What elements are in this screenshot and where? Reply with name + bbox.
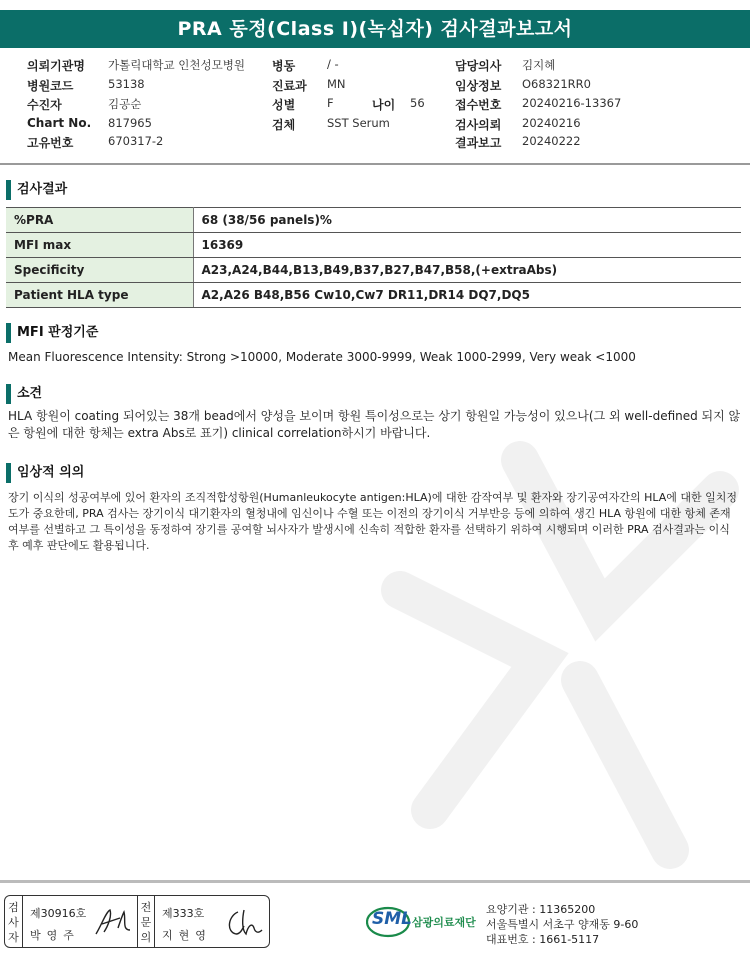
specimen-label: 검체 — [272, 118, 296, 132]
report-date-label: 결과보고 — [455, 136, 502, 150]
unique-no-label: 고유번호 — [27, 136, 74, 150]
examiner-license-no: 제30916호 — [30, 907, 87, 920]
department-value: MN — [327, 77, 346, 91]
table-row — [6, 283, 741, 308]
result-key-hla-type: Patient HLA type — [6, 283, 193, 308]
info-row-5 — [0, 134, 750, 152]
info-row-2 — [0, 77, 750, 95]
request-date-value: 20240216 — [522, 116, 581, 130]
org-phone: 대표번호 : 1661-5117 — [486, 933, 600, 946]
patient-info — [0, 55, 750, 151]
org-name: 삼광의료재단 — [412, 916, 476, 929]
examiner-cell — [24, 896, 137, 948]
table-row — [6, 208, 741, 233]
unique-no-value: 670317-2 — [108, 134, 164, 148]
hospital-code-label: 병원코드 — [27, 79, 74, 93]
result-value-hla-type: A2,A26 B48,B56 Cw10,Cw7 DR11,DR14 DQ7,DQ5 — [193, 283, 741, 308]
findings-text: HLA 항원이 coating 되어있는 38개 bead에서 양성을 보이며 항원 특이성으로는 상기 항원일 가능성이 있으나(그 외 well-defined 되지 않은 항원에 대한 항체는 extra Abs로 표기) clinical correlation하시기 바랍니다. — [8, 409, 741, 440]
ward-label: 병동 — [272, 59, 296, 73]
examiner-signature-icon — [92, 904, 134, 942]
table-row — [6, 233, 741, 258]
result-value-specificity: A23,A24,B44,B13,B49,B37,B27,B47,B58,(+extraAbs) — [193, 258, 741, 283]
table-row — [6, 258, 741, 283]
report-date-value: 20240222 — [522, 134, 581, 148]
confirmer-name: 지현영 — [162, 929, 212, 942]
ward-value: / - — [327, 57, 339, 71]
info-row-3 — [0, 96, 750, 114]
doctor-label: 담당의사 — [455, 59, 502, 73]
chart-no-label: Chart No. — [27, 116, 92, 130]
result-key-specificity: Specificity — [6, 258, 193, 283]
results-table — [6, 207, 741, 308]
hospital-code-value: 53138 — [108, 77, 145, 91]
org-info — [486, 902, 638, 947]
chart-no-value: 817965 — [108, 116, 152, 130]
footer-divider — [0, 880, 750, 883]
hospital-value: 가톨릭대학교 인천성모병원 — [108, 58, 245, 72]
confirmer-license-no: 제333호 — [162, 907, 205, 920]
sex-value: F — [327, 96, 334, 110]
logo-text: SML — [372, 909, 412, 929]
receipt-no-label: 접수번호 — [455, 98, 502, 112]
clinical-info-value: O68321RR0 — [522, 77, 591, 91]
signature-box — [4, 895, 270, 948]
age-value: 56 — [410, 96, 425, 110]
confirmer-signature-icon — [222, 904, 264, 942]
receipt-no-value: 20240216-13367 — [522, 96, 622, 110]
specimen-value: SST Serum — [327, 116, 390, 130]
info-row-4 — [0, 116, 750, 134]
section-findings-title: 소견 — [6, 384, 42, 404]
section-results-title: 검사결과 — [6, 180, 67, 200]
report-title: PRA 동정(Class I)(녹십자) 검사결과보고서 — [0, 10, 750, 48]
result-value-pra: 68 (38/56 panels)% — [193, 208, 741, 233]
doctor-value: 김지혜 — [522, 58, 556, 72]
age-label: 나이 — [372, 98, 396, 112]
confirmer-label: 전문의 — [137, 896, 155, 948]
examiner-name: 박영주 — [30, 929, 80, 942]
org-address: 서울특별시 서초구 양재동 9-60 — [486, 918, 639, 931]
section-mfi-title: MFI 판정기준 — [6, 323, 98, 343]
sex-label: 성별 — [272, 98, 296, 112]
info-row-1 — [0, 57, 750, 75]
result-key-pra: %PRA — [6, 208, 193, 233]
department-label: 진료과 — [272, 79, 307, 93]
confirmer-cell — [156, 896, 270, 948]
clinical-info-label: 임상정보 — [455, 79, 502, 93]
result-value-mfi-max: 16369 — [193, 233, 741, 258]
org-code: 요양기관 : 11365200 — [486, 903, 596, 916]
request-date-label: 검사의뢰 — [455, 118, 502, 132]
hospital-label: 의뢰기관명 — [27, 59, 85, 73]
result-key-mfi-max: MFI max — [6, 233, 193, 258]
examiner-label: 검사자 — [5, 896, 23, 948]
clinical-text: 장기 이식의 성공여부에 있어 환자의 조직적합성항원(Humanleukocyte antigen:HLA)에 대한 감작여부 및 환자와 장기공여자간의 HLA에 대한 일치정도가 중요한데, PRA 검사는 장기이식 대기환자의 혈청내에 임신이나 수혈 또는 이전의 장기이식 거부반응 등에 의하여 생긴 HLA 항원에 대한 항체 존재 여부를 선별하고 그 특이성을 동정하여 장기를 공여할 뇌사자가 발생시에 신속히 적합한 환자를 선택하기 위하여 시행되며 이러한 PRA 검사결과는 이식 후 예후 판단에도 활용됩니다. — [8, 491, 738, 552]
section-clinical-title: 임상적 의의 — [6, 463, 84, 483]
mfi-criteria-text: Mean Fluorescence Intensity: Strong >10000, Moderate 3000-9999, Weak 1000-2999, Very weak <1000 — [8, 350, 636, 364]
patient-value: 김공순 — [108, 97, 142, 111]
header-divider — [0, 163, 750, 165]
patient-label: 수진자 — [27, 98, 62, 112]
